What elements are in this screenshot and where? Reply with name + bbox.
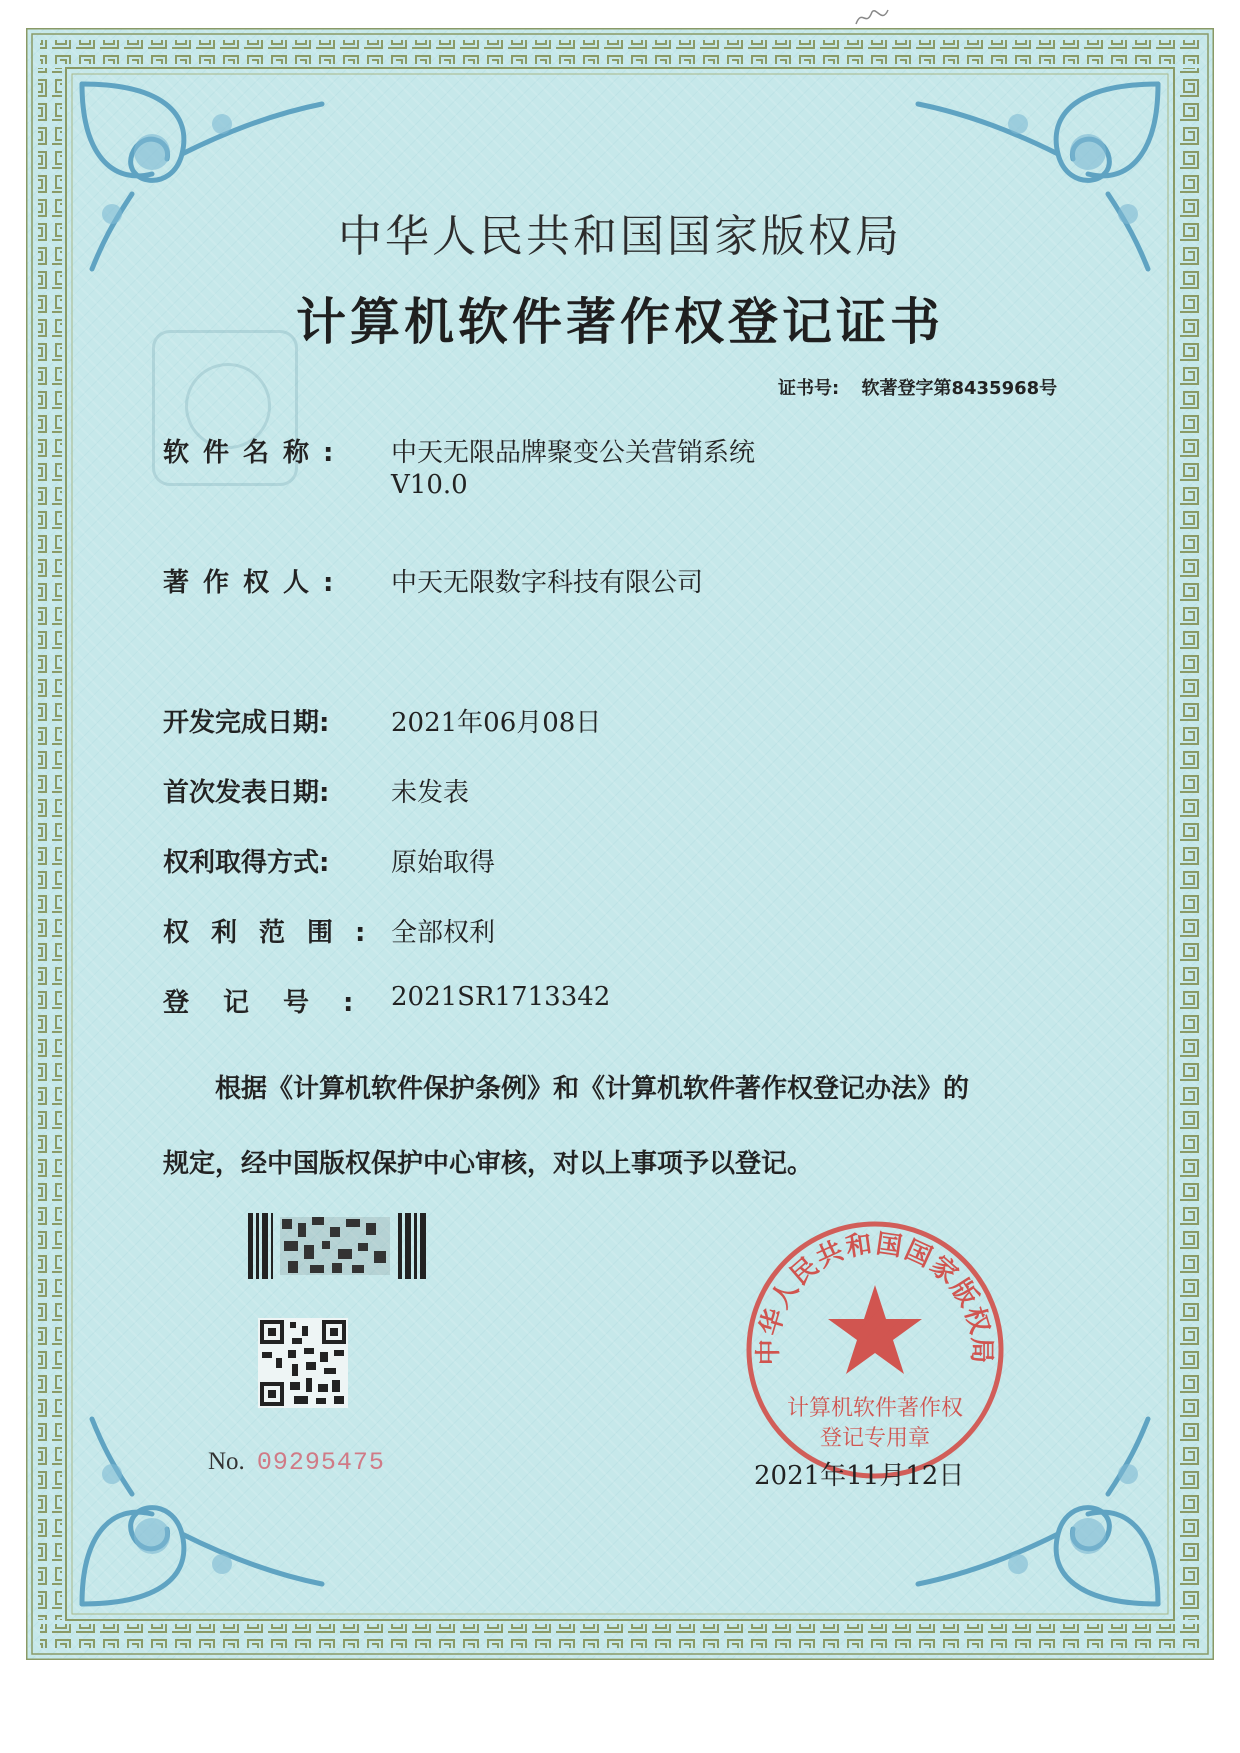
field-registration-number (163, 982, 611, 1019)
field-label: 权利范围: (163, 918, 388, 948)
field-value: 未发表 (391, 778, 470, 808)
serial-number (208, 1448, 385, 1477)
seal-line-2: 登记专用章 (819, 1426, 931, 1451)
qr-code (258, 1318, 348, 1408)
field-label: 权利取得方式: (163, 848, 330, 878)
issue-date: 2021年11月12日 (754, 1461, 965, 1491)
serial-label: No. (208, 1448, 245, 1475)
seal-arc-text: 中华人民共和国国家版权局 (753, 1229, 997, 1366)
seal-line-1: 计算机软件著作权 (786, 1396, 964, 1421)
field-value: 中天无限数字科技有限公司 (391, 568, 704, 598)
field-copyright-owner (163, 562, 704, 599)
certificate-title: 计算机软件著作权登记证书 (296, 292, 944, 351)
handwritten-mark (852, 4, 892, 30)
barcode (248, 1213, 428, 1279)
field-label: 软件名称: (163, 438, 348, 468)
field-value: 原始取得 (391, 848, 496, 878)
field-label: 开发完成日期: (163, 708, 330, 738)
field-software-name (163, 432, 756, 500)
official-seal (740, 1215, 1010, 1485)
field-label: 首次发表日期: (163, 778, 330, 808)
certificate-number-value: 软著登字第8435968号 (861, 378, 1058, 399)
field-dev-completion-date (163, 702, 602, 739)
authority-title: 中华人民共和国国家版权局 (338, 211, 902, 262)
field-value: 2021SR1713342 (391, 982, 611, 1012)
field-value: 全部权利 (391, 918, 496, 948)
serial-value: 09295475 (256, 1448, 385, 1477)
field-label: 著作权人: (163, 568, 348, 598)
certificate-number-label: 证书号: (778, 378, 840, 399)
field-value: 2021年06月08日 (391, 708, 602, 738)
statement-line-1: 根据《计算机软件保护条例》和《计算机软件著作权登记办法》的 (215, 1074, 970, 1104)
field-rights-scope (163, 912, 496, 949)
corner-ornament-bottom-left (72, 1414, 332, 1614)
field-first-publish-date (163, 772, 470, 809)
field-acquisition-method (163, 842, 496, 879)
field-value: 中天无限品牌聚变公关营销系统 (391, 438, 756, 468)
field-label: 登记号: (163, 988, 388, 1018)
statement-line-2: 规定，经中国版权保护中心审核，对以上事项予以登记。 (163, 1149, 814, 1179)
field-value-version: V10.0 (391, 470, 468, 500)
certificate-number (778, 374, 1057, 400)
